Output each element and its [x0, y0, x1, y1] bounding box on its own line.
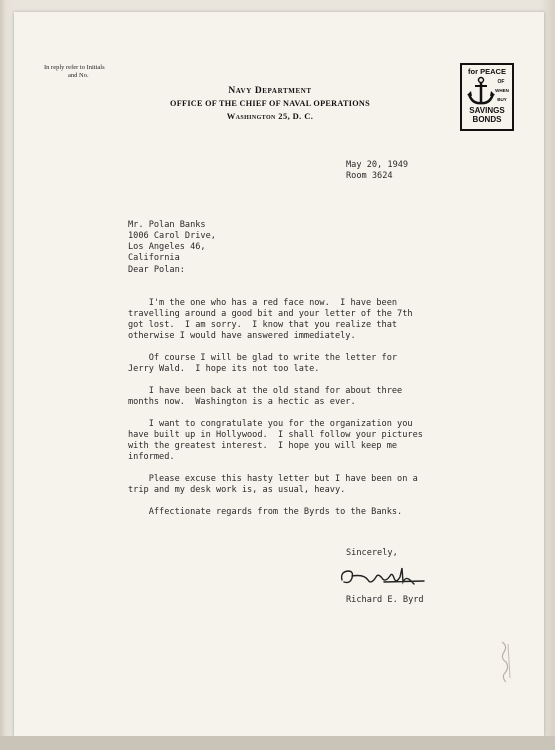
salutation: Dear Polan: [128, 265, 185, 275]
body-paragraph: Please excuse this hasty letter but I have been on a trip and my desk work is, as usual, heavy. [128, 474, 418, 495]
body-paragraph: I want to congratulate you for the organization you have built up in Hollywood. I shall follow your pictures with the greatest interest. I hope you will keep me informed. [128, 419, 423, 462]
seal-buy-text: BUY [497, 97, 507, 102]
seal-savings-text: SAVINGS [469, 106, 505, 115]
handwritten-signature [338, 560, 428, 594]
body-paragraph: I'm the one who has a red face now. I have been travelling around a good bit and your letter of the 7th got lost. I am sorry. I know that you realize that otherwise I would have answered immediately. [128, 298, 413, 341]
recipient-line: Mr. Polan Banks [128, 220, 206, 230]
recipient-line: 1006 Carol Drive, [128, 231, 216, 241]
seal-when-text: WHEN [495, 88, 509, 93]
closing: Sincerely, [346, 548, 398, 558]
savings-bonds-seal [460, 63, 514, 131]
body-paragraph: Affectionate regards from the Byrds to the Banks. [128, 507, 403, 517]
letter-date: May 20, 1949 [346, 160, 409, 170]
letterhead-office: OFFICE OF THE CHIEF OF NAVAL OPERATIONS [170, 99, 370, 108]
recipient-line: Los Angeles 46, [128, 242, 206, 252]
anchor-icon [464, 76, 510, 106]
body-paragraph: I have been back at the old stand for about three months now. Washington is a hectic as ever. [128, 386, 403, 407]
seal-of-text: OF [497, 79, 505, 85]
letter-body [128, 298, 423, 529]
letter-date-block [346, 160, 408, 182]
reply-note-line-2: and No. [68, 72, 89, 79]
letterhead [150, 86, 390, 121]
recipient-line: California [128, 253, 180, 263]
letterhead-department: Navy Department [228, 86, 312, 96]
body-paragraph: Of course I will be glad to write the letter for Jerry Wald. I hope its not too late. [128, 353, 398, 374]
scan-bottom-edge [0, 736, 555, 750]
seal-top-text: for PEACE [468, 67, 506, 76]
letter-room: Room 3624 [346, 171, 393, 181]
seal-bonds-text: BONDS [472, 115, 502, 124]
letterhead-city: Washington 25, D. C. [226, 111, 314, 121]
reply-note-line-1: In reply refer to Initials [44, 64, 105, 71]
recipient-address [128, 220, 216, 264]
signer-name: Richard E. Byrd [346, 595, 424, 605]
pencil-mark [494, 638, 518, 684]
reply-reference-note [44, 64, 105, 80]
